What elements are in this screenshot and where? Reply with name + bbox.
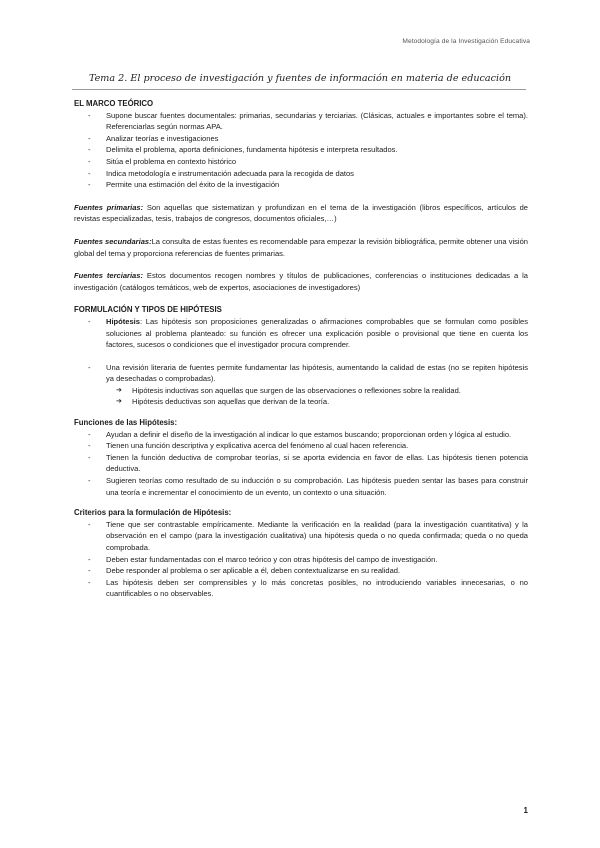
list-item: - Tienen una función descriptiva y explicativa acerca del fenómeno al cual hacen referencia. — [106, 440, 528, 452]
list-item: - Sugieren teorías como resultado de su inducción o su comprobación. Las hipótesis pueden sentar las bases para construir una teoría e incrementar el conocimiento de un evento, un contexto o una situación. — [106, 475, 528, 498]
list-item: - Las hipótesis deben ser comprensibles y lo más concretas posibles, no introduciendo variables innecesarias, o no cuantificables o no observables. — [106, 577, 528, 600]
funciones-list — [74, 429, 528, 499]
list-item: - Ayudan a definir el diseño de la investigación al indicar lo que estamos buscando; proporcionan orden y lógica al estudio. — [106, 429, 528, 441]
term-definition: La consulta de estas fuentes es recomendable para empezar la revisión bibliográfica, permite obtener una visión global del tema y proporciona referencias de fuentes primarias. — [74, 236, 529, 258]
list-item: - Permite una estimación del éxito de la investigación — [106, 179, 528, 191]
page-title: Tema 2. El proceso de investigación y fuentes de información en materia de educación — [88, 73, 512, 84]
list-item: - Tiene que ser contrastable empíricamente. Mediante la verificación en la realidad (para la investigación cuantitativa) y la observación en el campo (para la investigación cualitativa) una hipótesis queda o no queda confirmada; queda o no queda comprobada. — [106, 519, 528, 554]
document-body — [74, 98, 528, 600]
marco-list — [74, 110, 528, 191]
list-item: - Delimita el problema, aporta definiciones, fundamenta hipótesis e interpreta resultados. — [106, 144, 528, 156]
page-number: 1 — [523, 806, 528, 815]
list-item: - Analizar teorías e investigaciones — [106, 133, 528, 145]
list-item-text: Una revisión literaria de fuentes permite fundamentar las hipótesis, aumentando la calidad de estas (no se repiten hipótesis ya desechadas o comprobadas). — [106, 362, 528, 384]
arrow-list-item: ➔ Hipótesis inductivas son aquellas que surgen de las observaciones o reflexiones sobre la realidad. — [132, 385, 528, 397]
paragraph-fuentes-secundarias — [74, 236, 528, 259]
revision-list — [74, 362, 528, 408]
list-item: - Supone buscar fuentes documentales: primarias, secundarias y terciarias. (Clásicas, actuales e importantes sobre el tema). Referenciarlas según normas APA. — [106, 110, 528, 133]
list-item: - Deben estar fundamentadas con el marco teórico y con otras hipótesis del campo de investigación. — [106, 554, 528, 566]
list-item — [106, 316, 528, 351]
section-heading-marco: EL MARCO TEÓRICO — [74, 99, 154, 108]
list-item — [106, 362, 528, 408]
section-heading-criterios: Criterios para la formulación de Hipótesis: — [74, 508, 232, 518]
title-divider — [72, 89, 526, 90]
section-heading-formulacion: FORMULACIÓN Y TIPOS DE HIPÓTESIS — [74, 305, 222, 315]
running-header: Metodología de la Investigación Educativa — [402, 38, 530, 45]
term-definition: Son aquellas que sistematizan y profundizan en el tema de la investigación (libros específicos, artículos de revistas especializadas, tesis, trabajos de congresos, documentos oficiales,…) — [74, 202, 528, 224]
list-item: - Tienen la función deductiva de comprobar teorías, si se aporta evidencia en favor de ellas. Las hipótesis tienen potencia deductiva. — [106, 452, 528, 475]
section-heading-funciones: Funciones de las Hipótesis: — [74, 418, 178, 428]
paragraph-fuentes-primarias — [74, 202, 528, 225]
list-item: - Sitúa el problema en contexto histórico — [106, 156, 528, 168]
term-label: Fuentes primarias: — [74, 202, 144, 212]
term-label: Fuentes terciarias: — [74, 271, 143, 281]
term-definition: Estos documentos recogen nombres y títulos de publicaciones, conferencias o instituciones dedicadas a la investigación (catálogos temáticos, web de expertos, asociaciones de investigadores) — [74, 271, 528, 292]
list-item: - Debe responder al problema o ser aplicable a él, deben contextualizarse en su realidad. — [106, 565, 528, 577]
list-item: - Indica metodología e instrumentación adecuada para la recogida de datos — [106, 168, 528, 180]
term-label: Hipótesis — [106, 316, 140, 326]
hypothesis-types-list — [106, 385, 528, 408]
arrow-list-item: ➔ Hipótesis deductivas son aquellas que derivan de la teoría. — [132, 396, 528, 408]
paragraph-fuentes-terciarias — [74, 270, 528, 293]
formulacion-list — [74, 316, 528, 351]
criterios-list — [74, 519, 528, 600]
term-definition: : Las hipótesis son proposiciones generalizadas o afirmaciones comprobables que se formulan como posibles soluciones al problema planteado: su función es ofrecer una explicación posible o provisional que tiene en cuenta los factores, sucesos o condiciones que el investigador procura comprender. — [106, 316, 528, 350]
term-label: Fuentes secundarias: — [74, 236, 152, 246]
